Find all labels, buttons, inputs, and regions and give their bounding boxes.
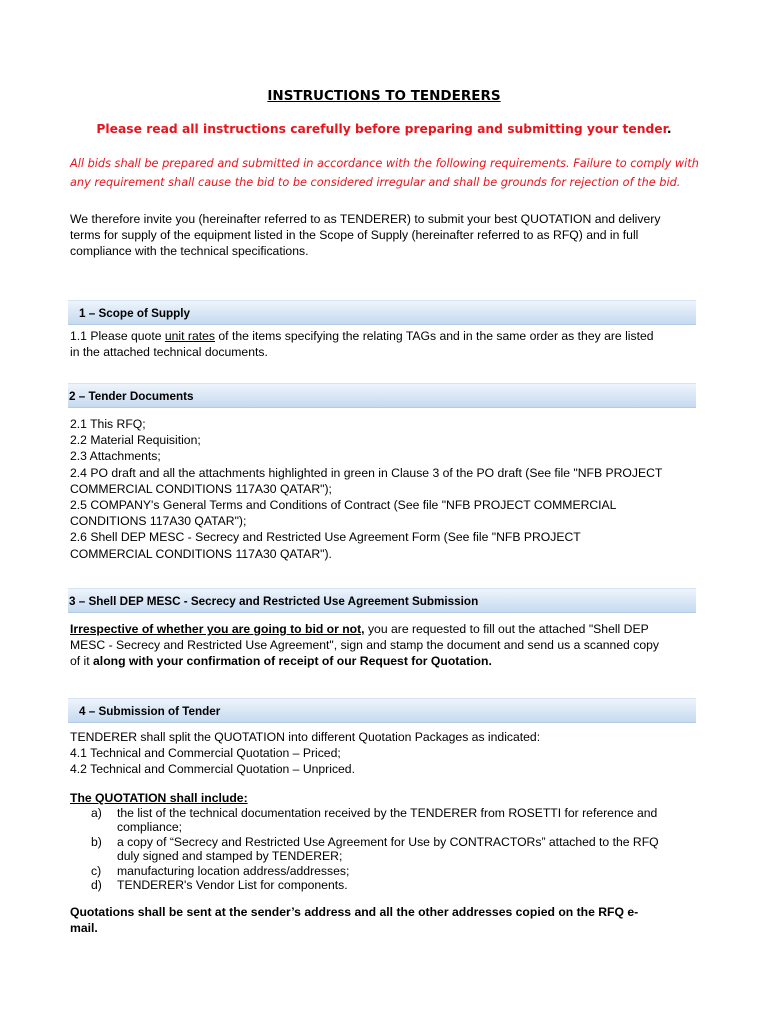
list-item-line-2: compliance; [117,820,183,835]
section-1-line-2: in the attached technical documents. [70,345,268,360]
list-item-line-1: TENDERER's Vendor List for components. [117,878,348,893]
section-1-body [70,328,710,360]
s1-unit-rates: unit rates [164,329,216,343]
section-3-line-1 [70,621,710,637]
list-item-line-2: duly signed and stamped by TENDERER; [117,849,343,864]
section-4-body [70,729,710,778]
closing-line-2: mail. [70,921,98,936]
intro-line-2: terms for supply of the equipment listed in the Scope of Supply (hereinafter referred to as RFQ) and in full [70,228,639,243]
s4-line: 4.2 Technical and Commercial Quotation – Unpriced. [70,762,355,777]
closing-line-1: Quotations shall be sent at the sender’s address and all the other addresses copied on the RFQ e- [70,905,639,919]
section-1-heading: 1 – Scope of Supply [79,307,191,320]
intro-line-1: We therefore invite you (hereinafter referred to as TENDERER) to submit your best QUOTATION and delivery [70,212,661,226]
list-item-line-1: the list of the technical documentation received by the TENDERER from ROSETTI for reference and [117,806,658,820]
list-item [90,835,700,864]
s3-confirmation: along with your confirmation of receipt of our Request for Quotation. [93,654,492,669]
list-item-line-1: manufacturing location address/addresses; [117,863,350,878]
list-item-line-1: a copy of “Secrecy and Restricted Use Agreement for Use by CONTRACTORs” attached to the RFQ [117,834,659,849]
s2-line: 2.1 This RFQ; [70,417,146,431]
intro-paragraph [70,211,710,260]
warning-line-2: any requirement shall cause the bid to be considered irregular and shall be grounds for rejection of the bid. [70,176,681,189]
section-2-heading: 2 – Tender Documents [69,390,194,403]
section-2-header [68,383,696,408]
list-item [90,878,700,892]
section-3-line-3 [70,653,710,669]
s2-line: 2.6 Shell DEP MESC - Secrecy and Restricted Use Agreement Form (See file "NFB PROJECT [70,530,581,545]
s2-line: COMMERCIAL CONDITIONS 117A30 QATAR"); [70,481,332,496]
s2-line: 2.5 COMPANY's General Terms and Conditions of Contract (See file "NFB PROJECT COMMERCIAL [70,498,617,513]
s4-line: 4.1 Technical and Commercial Quotation – Priced; [70,746,341,761]
list-marker: a) [91,806,102,820]
section-4-heading: 4 – Submission of Tender [79,705,221,718]
read-instructions-notice [0,122,768,136]
list-marker: d) [91,878,102,893]
include-heading-text: The QUOTATION shall include: [70,791,248,805]
closing-note [70,904,710,936]
section-3-body [70,621,710,670]
section-3-line-2: MESC - Secrecy and Restricted Use Agreement", sign and stamp the document and send us a scanned copy [70,638,659,653]
section-1-line-1 [70,328,710,344]
s3-irrespective: Irrespective of whether you are going to bid or not, [70,622,365,636]
list-marker: b) [91,834,102,849]
s3-of-it: of it [70,654,94,669]
s2-line: 2.4 PO draft and all the attachments highlighted in green in Clause 3 of the PO draft (See file "NFB PROJECT [70,465,663,480]
section-4-header [68,698,696,723]
list-item [90,864,700,878]
quotation-include-heading [70,790,710,806]
s4-line: TENDERER shall split the QUOTATION into different Quotation Packages as indicated: [70,730,541,744]
list-item [90,806,700,835]
rejection-warning [70,154,710,192]
s1-text-b: of the items specifying the relating TAGs and in the same order as they are listed [215,329,654,343]
s2-line: 2.2 Material Requisition; [70,433,201,448]
warning-line-1: All bids shall be prepared and submitted in accordance with the following requirements. Failure to comply with [70,157,699,170]
section-2-body [70,416,710,562]
s1-text-a: 1.1 Please quote [70,329,165,343]
section-3-header [68,588,696,613]
intro-line-3: compliance with the technical specifications. [70,244,309,259]
s3-rest: you are requested to fill out the attached "Shell DEP [364,622,649,636]
s2-line: COMMERCIAL CONDITIONS 117A30 QATAR"). [70,546,332,561]
page-title: INSTRUCTIONS TO TENDERERS [267,88,501,104]
quotation-include-list [90,806,700,892]
s2-line: 2.3 Attachments; [70,449,161,464]
notice-period: . [666,122,672,136]
section-1-header [68,300,696,325]
notice-text: Please read all instructions carefully before preparing and submitting your tender [96,122,667,136]
s2-line: CONDITIONS 117A30 QATAR"); [70,514,247,529]
section-3-heading: 3 – Shell DEP MESC - Secrecy and Restricted Use Agreement Submission [69,595,479,608]
list-marker: c) [91,863,102,878]
